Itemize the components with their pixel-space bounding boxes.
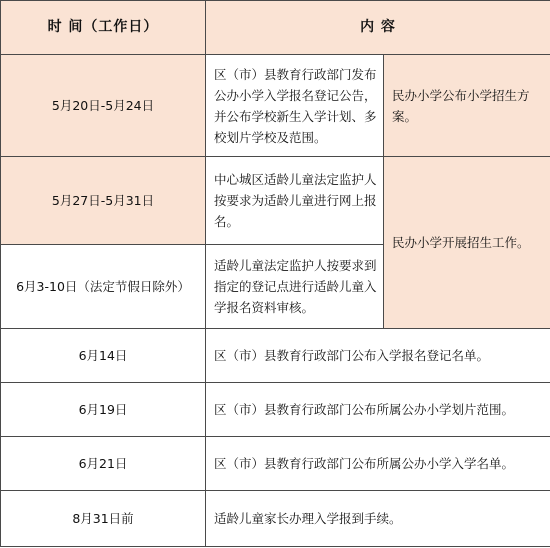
time-cell: 6月3-10日（法定节假日除外） [1,245,206,329]
time-cell: 6月14日 [1,329,206,383]
header-row [1,1,550,55]
content-cell: 区（市）县教育行政部门公布入学报名登记名单。 [206,329,550,383]
table-row [1,55,550,157]
public-school-cell: 适龄儿童法定监护人按要求到指定的登记点进行适龄儿童入学报名资料审核。 [206,245,384,329]
private-school-cell: 民办小学开展招生工作。 [384,157,550,329]
time-cell: 8月31日前 [1,491,206,547]
content-cell: 区（市）县教育行政部门公布所属公办小学入学名单。 [206,437,550,491]
table-row [1,491,550,547]
time-cell: 6月19日 [1,383,206,437]
header-time: 时 间（工作日） [1,1,206,55]
content-cell: 适龄儿童家长办理入学报到手续。 [206,491,550,547]
table-row [1,157,550,245]
table-row [1,437,550,491]
table-row [1,329,550,383]
public-school-cell: 区（市）县教育行政部门发布公办小学入学报名登记公告，并公布学校新生入学计划、多校划片学校及范围。 [206,55,384,157]
private-school-cell: 民办小学公布小学招生方案。 [384,55,550,157]
table-row [1,383,550,437]
time-cell: 5月27日-5月31日 [1,157,206,245]
content-cell: 区（市）县教育行政部门公布所属公办小学划片范围。 [206,383,550,437]
header-content: 内 容 [206,1,550,55]
time-cell: 5月20日-5月24日 [1,55,206,157]
public-school-cell: 中心城区适龄儿童法定监护人按要求为适龄儿童进行网上报名。 [206,157,384,245]
time-cell: 6月21日 [1,437,206,491]
